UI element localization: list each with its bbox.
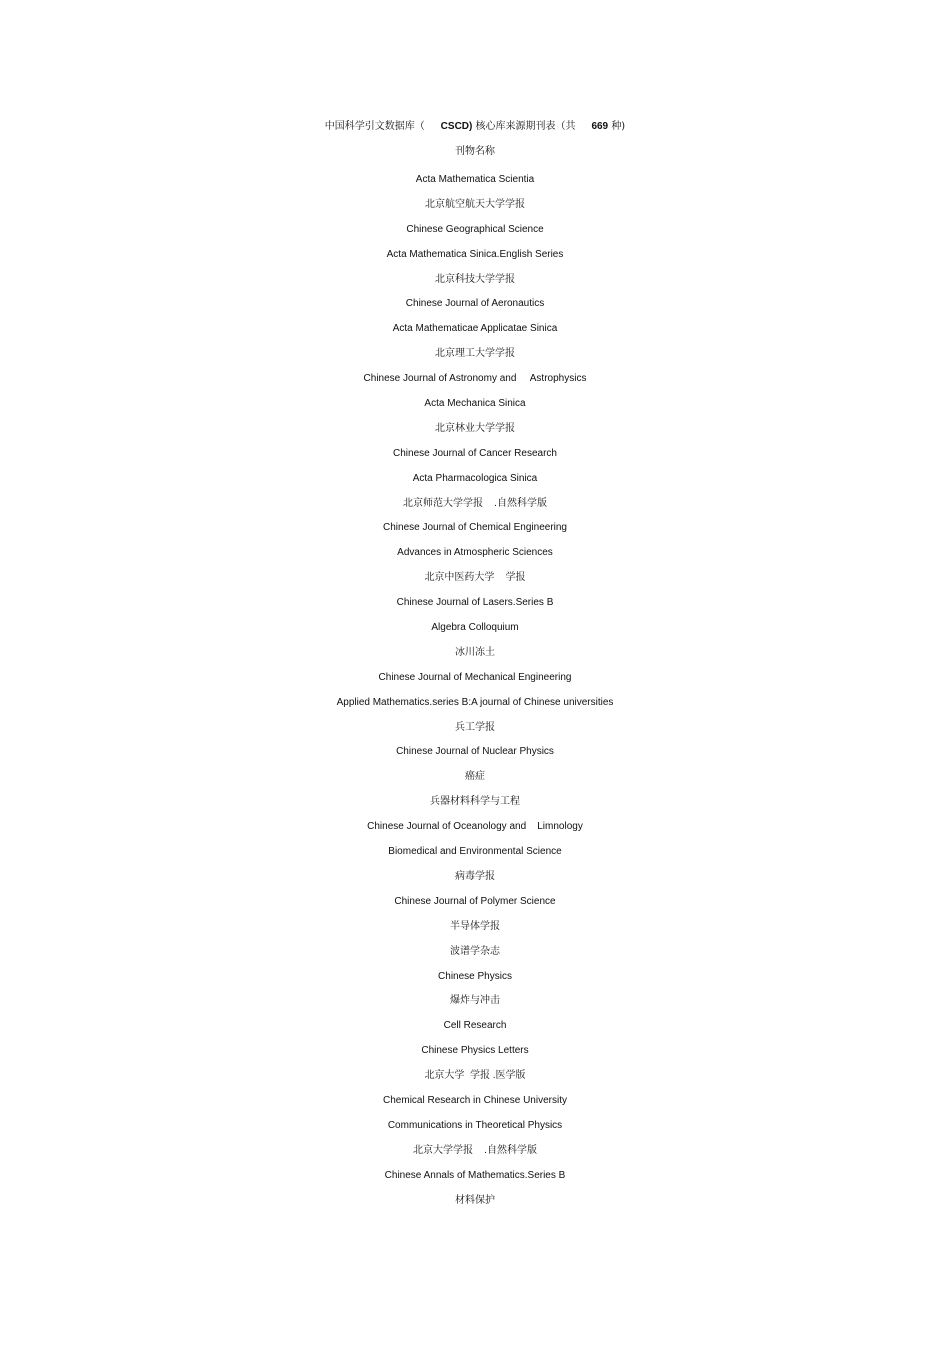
journal-item: Cell Research <box>443 1020 507 1032</box>
journal-item: 北京师范大学学报 .自然科学版 <box>403 497 547 509</box>
journal-item: Chinese Journal of Mechanical Engineering <box>378 671 572 683</box>
journal-item: 材料保护 <box>455 1194 495 1206</box>
journal-item: Chinese Journal of Oceanology and Limnology <box>367 821 583 833</box>
journal-item: Chinese Journal of Polymer Science <box>394 895 556 907</box>
document-title <box>0 118 950 136</box>
journal-item: Communications in Theoretical Physics <box>387 1119 563 1131</box>
journal-item: 癌症 <box>465 771 485 783</box>
journal-item: 波谱学杂志 <box>450 945 500 957</box>
journal-list <box>0 168 950 1213</box>
journal-item: 北京理工大学学报 <box>435 348 515 360</box>
journal-item: Chinese Journal of Lasers.Series B <box>396 597 554 609</box>
journal-item: Advances in Atmospheric Sciences <box>397 547 553 559</box>
title-cscd: CSCD) <box>440 121 473 132</box>
journal-item: Biomedical and Environmental Science <box>388 846 562 858</box>
journal-item: Chemical Research in Chinese University <box>383 1094 567 1106</box>
journal-item: Acta Mathematica Scientia <box>415 174 535 185</box>
journal-item: Applied Mathematics.series B:A journal of Chinese universities <box>336 696 614 708</box>
journal-item: Chinese Journal of Nuclear Physics <box>396 746 554 758</box>
journal-item: Chinese Geographical Science <box>406 223 544 235</box>
column-header: 刊物名称 <box>455 146 495 157</box>
journal-item: 兵器材料科学与工程 <box>430 796 520 808</box>
journal-item: Algebra Colloquium <box>431 622 519 634</box>
journal-item: 北京中医药大学 学报 <box>424 572 526 584</box>
journal-item: 冰川冻土 <box>455 646 495 658</box>
journal-item: 北京大学 学报 .医学版 <box>424 1070 526 1082</box>
journal-item: Acta Pharmacologica Sinica <box>412 472 538 484</box>
title-count: 669 <box>591 121 609 132</box>
title-text-1: 中国科学引文数据库（ <box>324 121 425 132</box>
journal-item: Acta Mathematicae Applicatae Sinica <box>392 323 558 335</box>
journal-item: Acta Mechanica Sinica <box>424 398 526 410</box>
journal-item: Chinese Journal of Aeronautics <box>405 298 545 310</box>
journal-item: 半导体学报 <box>450 920 500 932</box>
journal-item: Chinese Journal of Chemical Engineering <box>383 522 567 534</box>
journal-item: 北京林业大学学报 <box>435 422 515 434</box>
journal-item: 兵工学报 <box>455 721 495 733</box>
title-text-3: 种) <box>611 121 626 132</box>
journal-item: Chinese Journal of Cancer Research <box>393 447 557 459</box>
journal-item: 病毒学报 <box>455 870 495 882</box>
journal-item: Acta Mathematica Sinica.English Series <box>386 248 564 260</box>
journal-item: 北京科技大学学报 <box>435 273 515 285</box>
journal-item: Chinese Annals of Mathematics.Series B <box>384 1169 566 1181</box>
journal-item: 北京航空航天大学学报 <box>425 198 525 210</box>
journal-item: 北京大学学报 .自然科学版 <box>413 1144 537 1156</box>
journal-item: 爆炸与冲击 <box>450 995 500 1007</box>
journal-item: Chinese Journal of Astronomy and Astrophysics <box>363 373 587 385</box>
journal-item: Chinese Physics Letters <box>421 1045 529 1057</box>
journal-item: Chinese Physics <box>438 970 512 982</box>
title-text-2: 核心库来源期刊表（共 <box>475 121 576 132</box>
